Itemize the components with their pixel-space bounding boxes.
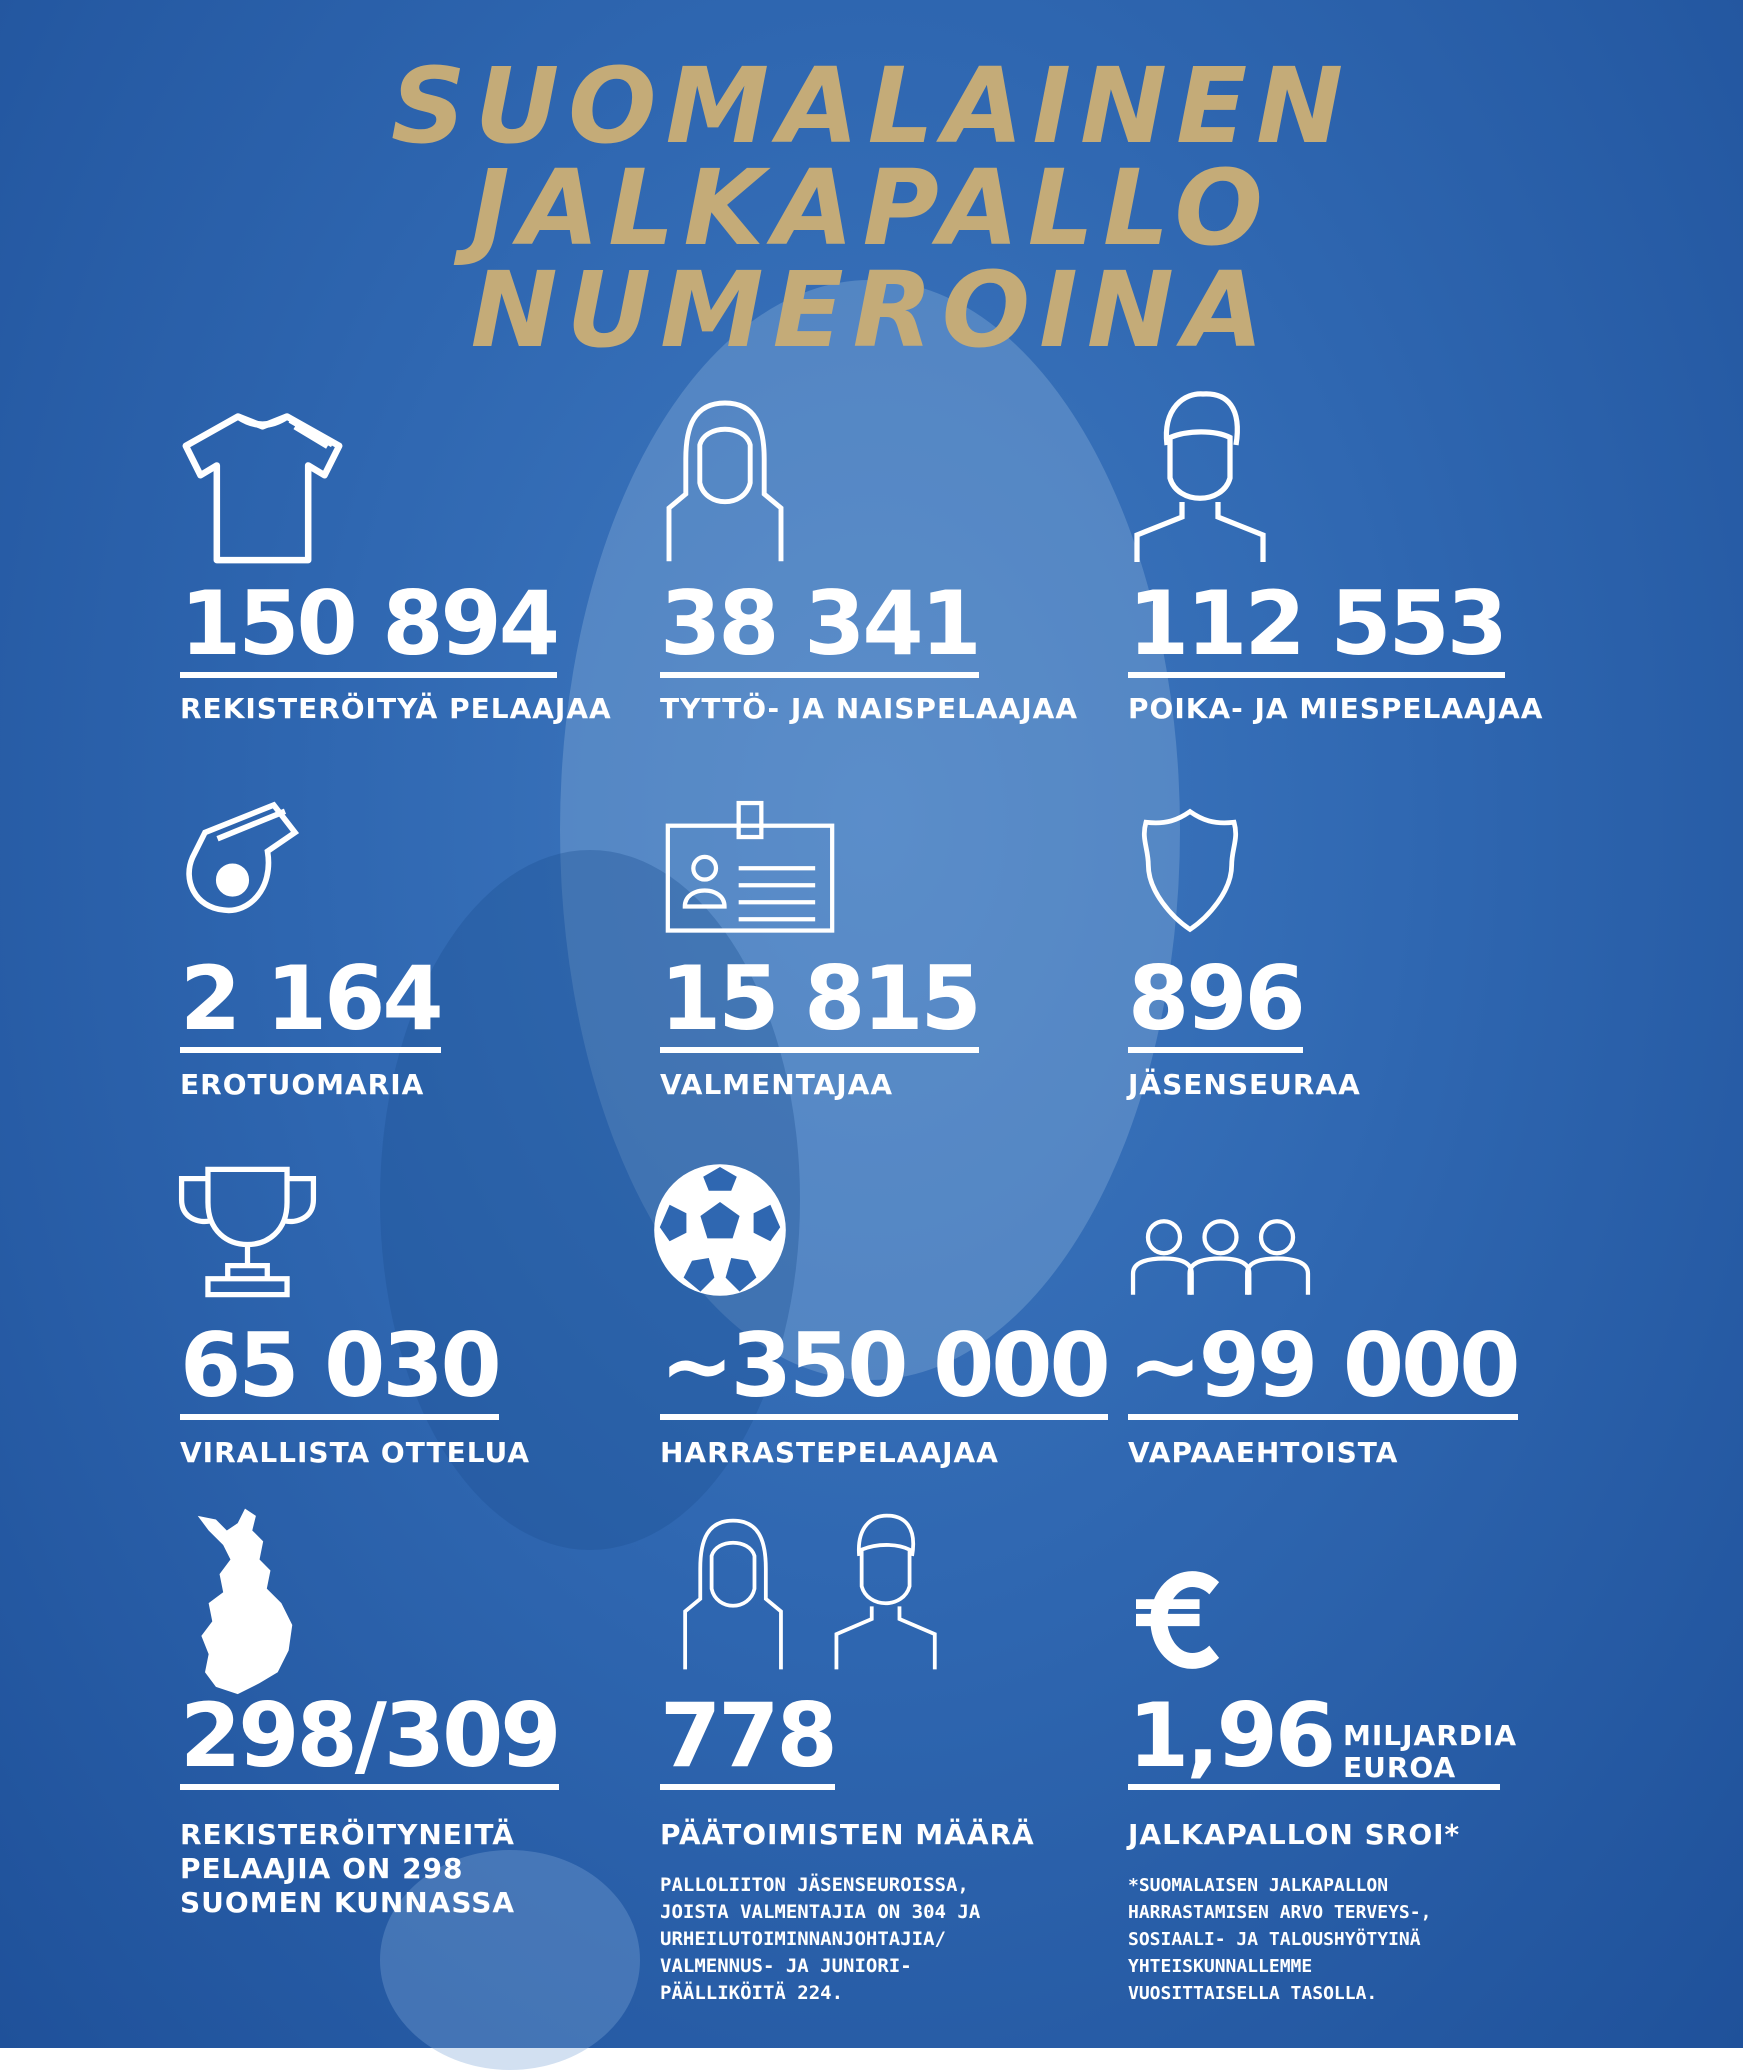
- fulltime-number: 778: [660, 1690, 835, 1790]
- sroi-note-line-3: SOSIAALI- JA TALOUSHYÖTYINÄ: [1128, 1929, 1421, 1950]
- sroi-unit-line-2: EUROA: [1343, 1751, 1457, 1784]
- matches-caption: VIRALLISTA OTTELUA: [180, 1436, 531, 1469]
- title-line-3: NUMEROINA: [470, 249, 1273, 371]
- trophy-icon: [175, 1162, 320, 1302]
- municipalities-caption-line-3: SUOMEN KUNNASSA: [180, 1886, 516, 1919]
- title-line-1: SUOMALAINEN: [390, 45, 1353, 167]
- volunteers-number: ~99 000: [1128, 1320, 1518, 1420]
- fulltime-note-line-1: PALLOLIITON JÄSENSEUROISSA,: [660, 1874, 969, 1896]
- fulltime-note: [660, 1872, 1060, 2007]
- sroi-note-line-1: *SUOMALAISEN JALKAPALLON: [1128, 1875, 1389, 1896]
- sroi-note: [1128, 1872, 1528, 2007]
- page-title: [0, 45, 1743, 371]
- volunteers-caption: VAPAAEHTOISTA: [1128, 1436, 1399, 1469]
- coaches-number: 15 815: [660, 953, 979, 1053]
- clubs-caption: JÄSENSEURAA: [1128, 1068, 1361, 1101]
- whistle-icon: [180, 795, 305, 920]
- sroi-note-line-2: HARRASTAMISEN ARVO TERVEYS-,: [1128, 1902, 1432, 1923]
- referees-number: 2 164: [180, 953, 441, 1053]
- sroi-unit: [1343, 1720, 1517, 1784]
- boys-caption: POIKA- JA MIESPELAAJAA: [1128, 692, 1544, 725]
- boys-number: 112 553: [1128, 578, 1505, 678]
- sroi-note-line-5: VUOSITTAISELLA TASOLLA.: [1128, 1983, 1378, 2004]
- sroi-caption: JALKAPALLON SROI*: [1128, 1818, 1461, 1851]
- group-icon: [1128, 1218, 1313, 1298]
- id-card-icon: [665, 800, 835, 935]
- fulltime-note-line-3: URHEILUTOIMINNANJOHTAJIA/: [660, 1928, 946, 1950]
- girls-caption: TYTTÖ- JA NAISPELAAJAA: [660, 692, 1079, 725]
- fulltime-note-line-4: VALMENNUS- JA JUNIORI-: [660, 1955, 912, 1977]
- sroi-unit-line-1: MILJARDIA: [1343, 1719, 1518, 1752]
- registered-number: 150 894: [180, 578, 557, 678]
- fulltime-note-line-2: JOISTA VALMENTAJIA ON 304 JA: [660, 1901, 981, 1923]
- sroi-note-line-4: YHTEISKUNNALLEMME: [1128, 1956, 1313, 1977]
- municipalities-caption-line-2: PELAAJIA ON 298: [180, 1852, 464, 1885]
- euro-icon: [1130, 1565, 1230, 1675]
- jersey-icon: [180, 410, 345, 565]
- matches-number: 65 030: [180, 1320, 499, 1420]
- registered-caption: REKISTERÖITYÄ PELAAJAA: [180, 692, 612, 725]
- coaches-caption: VALMENTAJAA: [660, 1068, 894, 1101]
- municipalities-number: 298/309: [180, 1690, 559, 1790]
- woman-and-man-icon: [670, 1505, 960, 1675]
- woman-icon: [655, 395, 795, 565]
- fulltime-note-line-5: PÄÄLLIKÖITÄ 224.: [660, 1982, 844, 2004]
- clubs-number: 896: [1128, 953, 1303, 1053]
- referees-caption: EROTUOMARIA: [180, 1068, 425, 1101]
- man-icon: [1125, 385, 1275, 565]
- municipalities-caption-line-1: REKISTERÖITYNEITÄ: [180, 1818, 515, 1851]
- municipalities-caption: [180, 1818, 515, 1920]
- girls-number: 38 341: [660, 578, 979, 678]
- hobby-number: ~350 000: [660, 1320, 1108, 1420]
- shield-icon: [1135, 808, 1245, 933]
- fulltime-caption: PÄÄTOIMISTEN MÄÄRÄ: [660, 1818, 1035, 1851]
- soccer-ball-icon: [650, 1160, 790, 1300]
- title-line-2: JALKAPALLO: [471, 147, 1272, 269]
- sroi-number: 1,96: [1128, 1690, 1500, 1790]
- finland-map-icon: [190, 1505, 300, 1705]
- hobby-caption: HARRASTEPELAAJAA: [660, 1436, 999, 1469]
